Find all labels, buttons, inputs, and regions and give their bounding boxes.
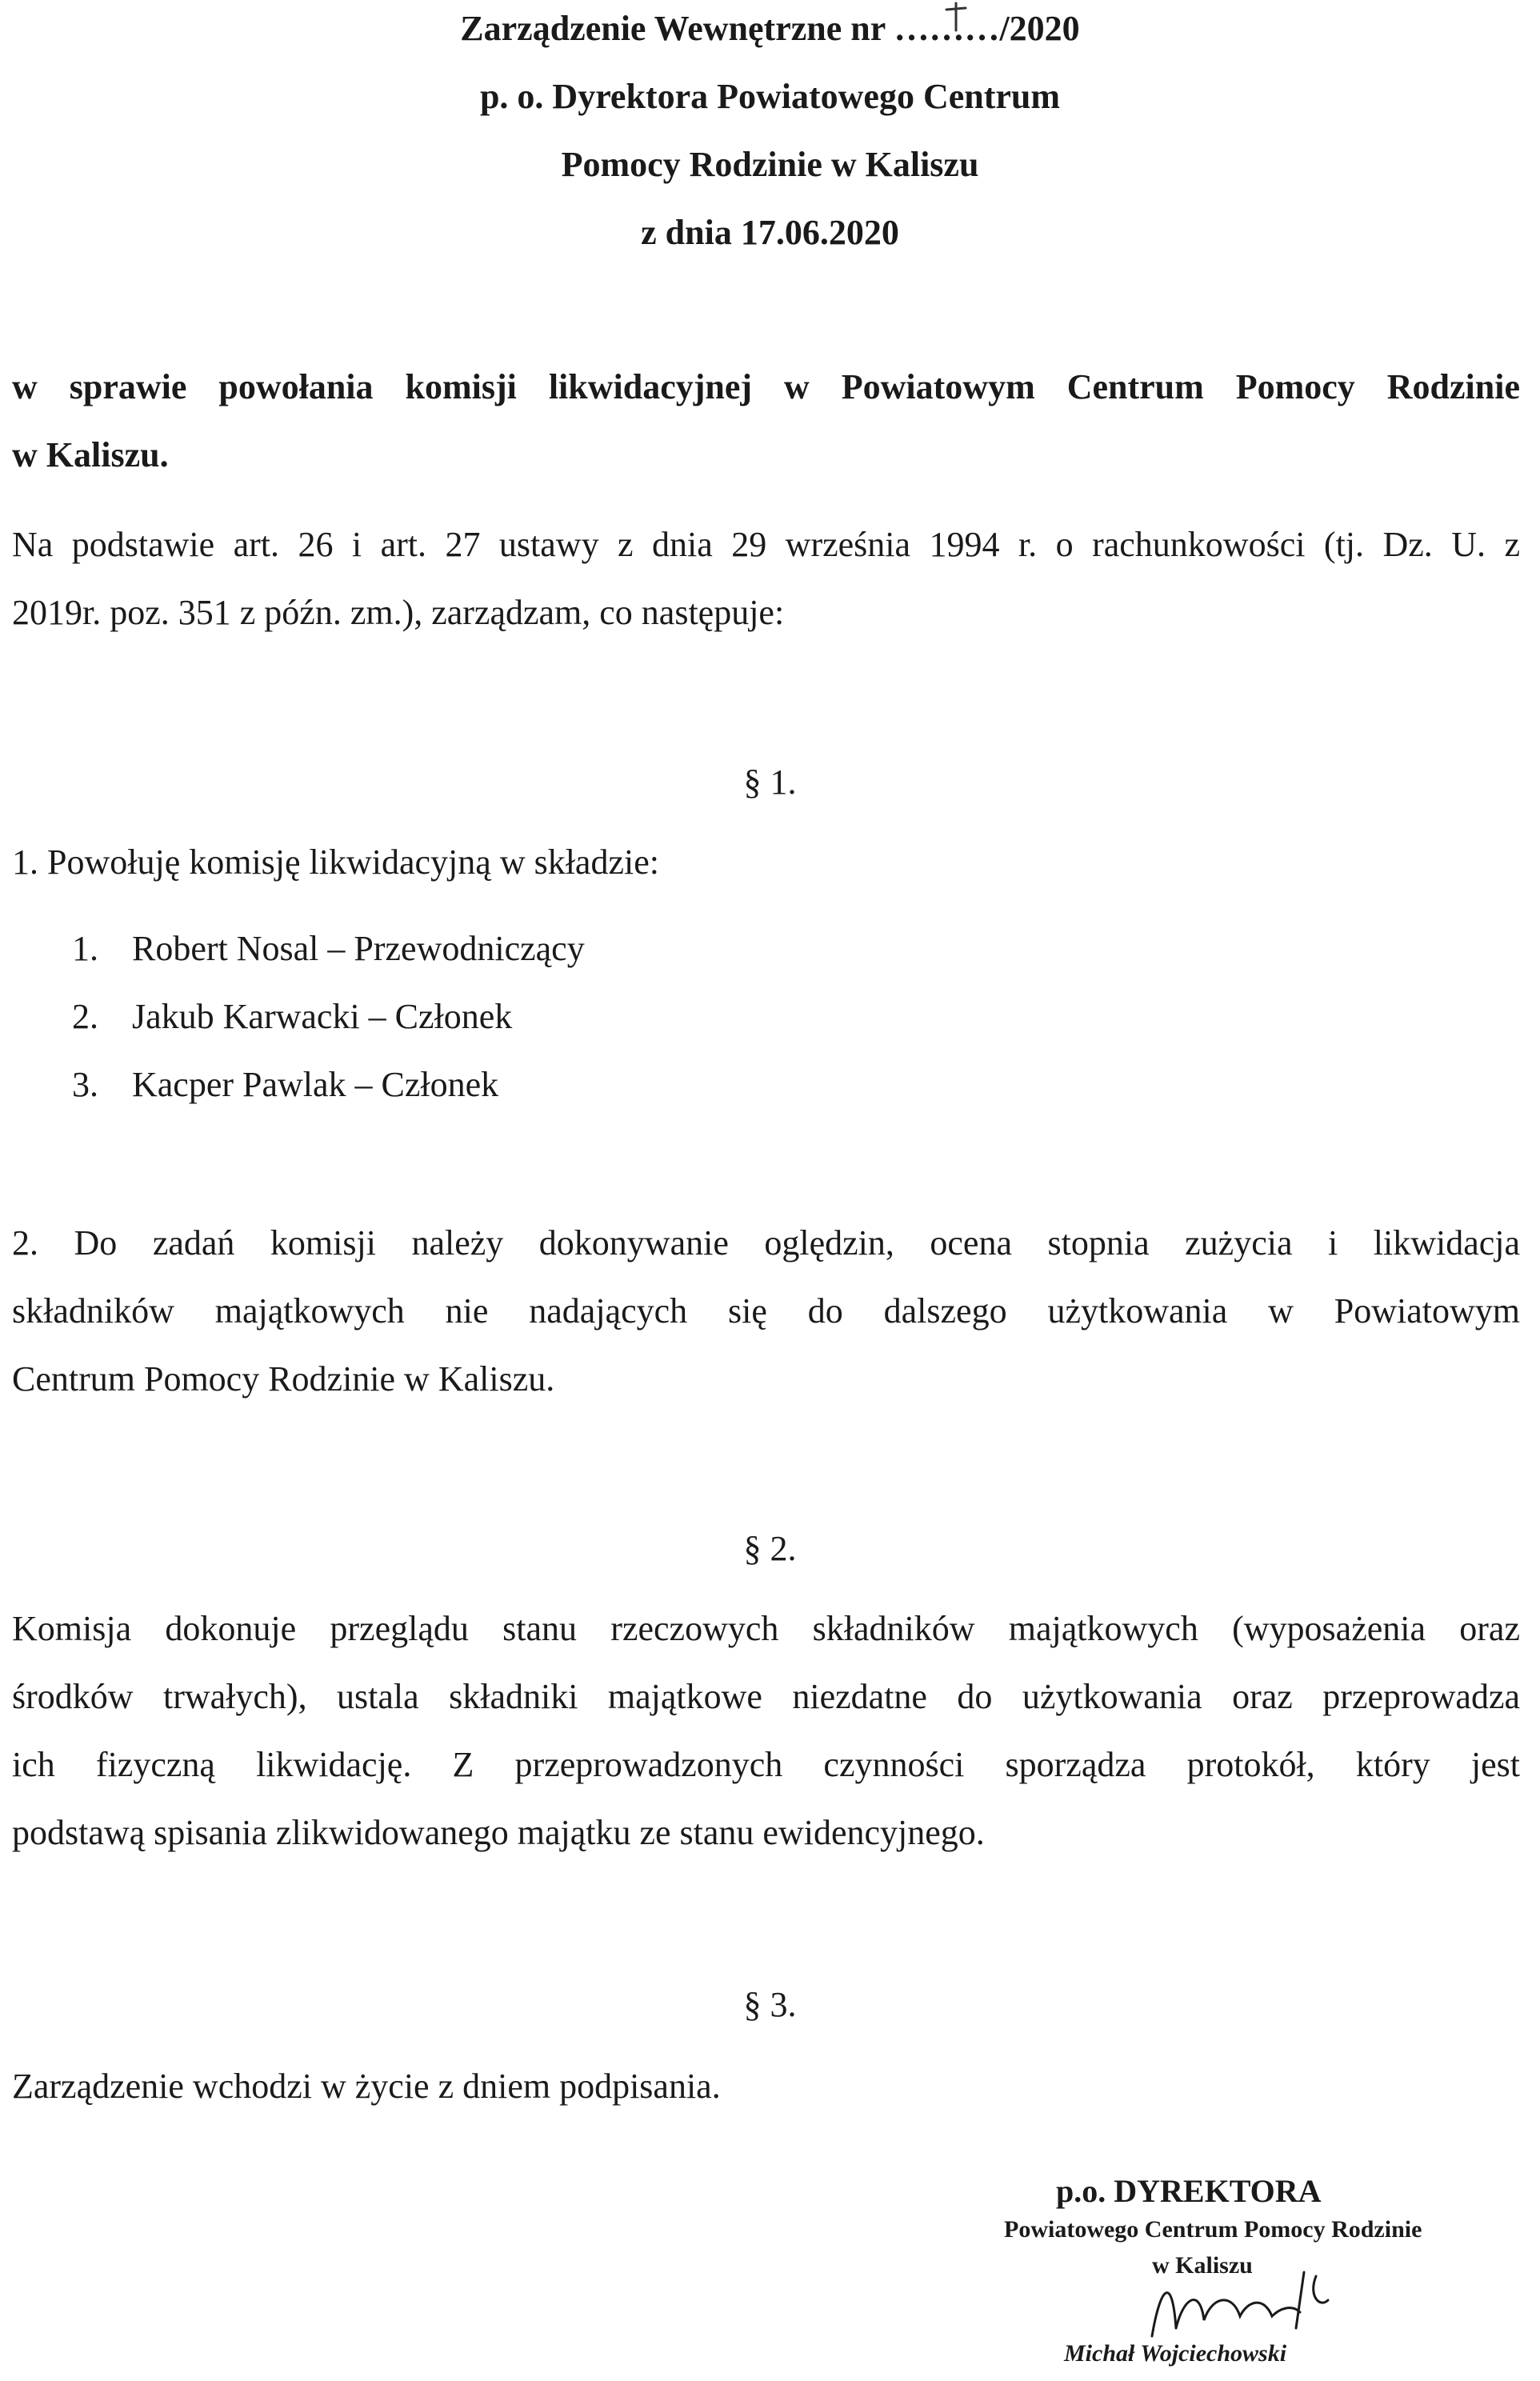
section-2-heading: § 2. — [743, 1529, 797, 1568]
section-3-text: Zarządzenie wchodzi w życie z dniem podpisania. — [12, 2067, 721, 2106]
section-2-line-1: Komisja dokonuje przeglądu stanu rzeczowych składników majątkowych (wyposażenia oraz — [12, 1609, 1520, 1648]
section-2-line-3: ich fizyczną likwidację. Z przeprowadzonych czynności sporządza protokół, który jest — [12, 1745, 1520, 1784]
subject-line-2: w Kaliszu. — [12, 435, 169, 474]
legal-basis-line-2: 2019r. poz. 351 z późn. zm.), zarządzam, co następuje: — [12, 593, 785, 632]
member-item: Robert Nosal – Przewodniczący — [132, 929, 585, 968]
handwritten-signature — [1136, 2240, 1344, 2360]
issuer-line: p. o. Dyrektora Powiatowego Centrum — [479, 77, 1061, 116]
section-1-point-1: 1. Powołuję komisję likwidacyjną w składzie: — [12, 842, 659, 882]
member-number: 1. — [72, 929, 98, 968]
subject-line-1: w sprawie powołania komisji likwidacyjnej w Powiatowym Centrum Pomocy Rodzinie — [12, 367, 1520, 406]
section-2-line-4: podstawą spisania zlikwidowanego majątku ze stanu ewidencyjnego. — [12, 1813, 985, 1852]
stamp-city: w Kaliszu — [1152, 2252, 1253, 2279]
section-1-point-2-line-3: Centrum Pomocy Rodzinie w Kaliszu. — [12, 1359, 555, 1399]
member-item: Jakub Karwacki – Członek — [132, 997, 513, 1036]
section-1-point-2-line-1: 2. Do zadań komisji należy dokonywanie oględzin, ocena stopnia zużycia i likwidacja — [12, 1223, 1520, 1263]
member-number: 2. — [72, 997, 98, 1036]
member-item: Kacper Pawlak – Członek — [132, 1065, 499, 1104]
stamp-institution: Powiatowego Centrum Pomocy Rodzinie — [1004, 2216, 1422, 2243]
section-1-point-2-line-2: składników majątkowych nie nadających się do dalszego użytkowania w Powiatowym — [12, 1291, 1520, 1331]
order-date: z dnia 17.06.2020 — [641, 213, 899, 252]
section-2-line-2: środków trwałych), ustala składniki majątkowe niezdatne do użytkowania oraz przeprowadza — [12, 1677, 1520, 1716]
member-number: 3. — [72, 1065, 98, 1104]
issuer-institution: Pomocy Rodzinie w Kaliszu — [561, 145, 979, 184]
stamp-title: p.o. DYREKTORA — [1056, 2173, 1322, 2209]
legal-basis-line-1: Na podstawie art. 26 i art. 27 ustawy z dnia 29 września 1994 r. o rachunkowości (tj. Dz. U. z — [12, 525, 1520, 564]
handwritten-number-mark — [940, 2, 972, 34]
section-3-heading: § 3. — [743, 1985, 797, 2024]
stamp-name: Michał Wojciechowski — [1064, 2340, 1287, 2367]
order-title: Zarządzenie Wewnętrzne nr ………/2020 — [460, 9, 1080, 48]
section-1-heading: § 1. — [743, 762, 797, 802]
